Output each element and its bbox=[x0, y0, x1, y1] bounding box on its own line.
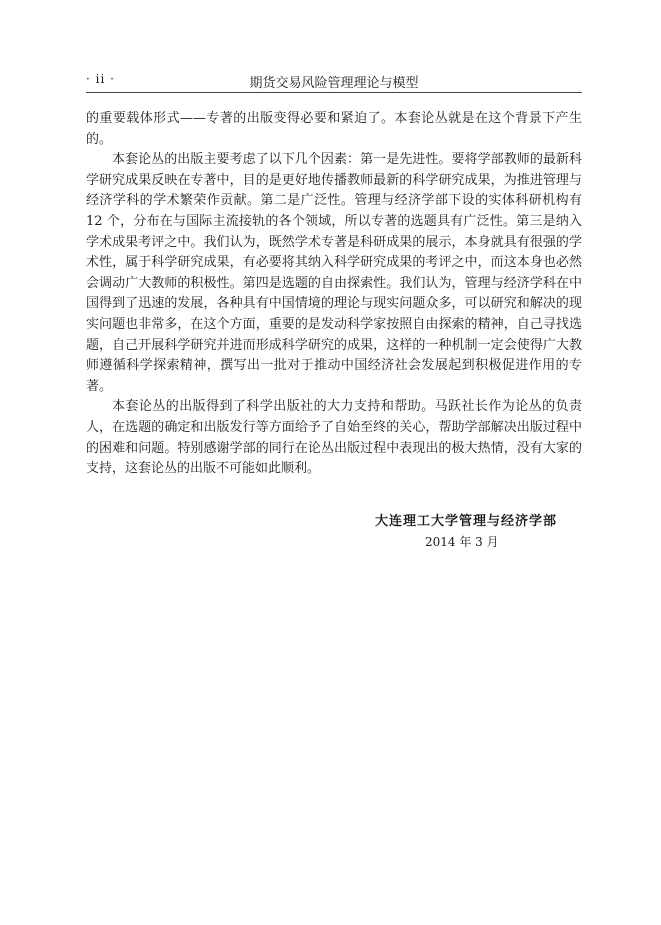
paragraph-continuation: 的重要载体形式——专著的出版变得必要和紧迫了。本套论丛就是在这个背景下产生的。 bbox=[86, 111, 582, 147]
paragraph-acknowledgement: 本套论丛的出版得到了科学出版社的大力支持和帮助。马跃社长作为论丛的负责人，在选题的确定和出版发行等方面给予了自始至终的关心，帮助学部解决出版过程中的困难和问题。特别感谢学部的同行在论丛出版过程中表现出的极大热情，没有大家的支持，这套论丛的出版不可能如此顺利。 bbox=[86, 399, 582, 477]
paragraph-factors: 本套论丛的出版主要考虑了以下几个因素：第一是先进性。要将学部教师的最新科学研究成果反映在专著中，目的是更好地传播教师最新的科学研究成果，为推进管理与经济学科的学术繁荣作贡献。第二是广泛性。管理与经济学部下设的实体科研机构有 12 个，分布在与国际主流接轨的各个领域，所以专著的选题具有广泛性。第三是纳入学术成果考评之中。我们认为，既然学术专著是科研成果的展示，本身就具有很强的学术性，属于科学研究成果，有必要将其纳入科学研究成果的考评之中，而这本身也必然会调动广大教师的积极性。第四是选题的自由探索性。我们认为，管理与经济学科在中国得到了迅速的发展，各种具有中国情境的理论与现实问题众多，可以研究和解决的现实问题也非常多，在这个方面，重要的是发动科学家按照自由探索的精神，自己寻找选题，自己开展科学研究并进而形成科学研究的成果，这样的一种机制一定会使得广大教师遵循科学探索精神，撰写出一批对于推动中国经济社会发展起到积极促进作用的专著。 bbox=[86, 152, 582, 394]
running-title: 期货交易风险管理理论与模型 bbox=[249, 76, 419, 91]
running-header bbox=[86, 70, 582, 93]
page-number: · ii · bbox=[86, 72, 115, 86]
body-text bbox=[86, 109, 582, 480]
signature-date: 2014 年 3 月 bbox=[425, 535, 499, 549]
signature: 大连理工大学管理与经济学部 bbox=[374, 514, 557, 529]
